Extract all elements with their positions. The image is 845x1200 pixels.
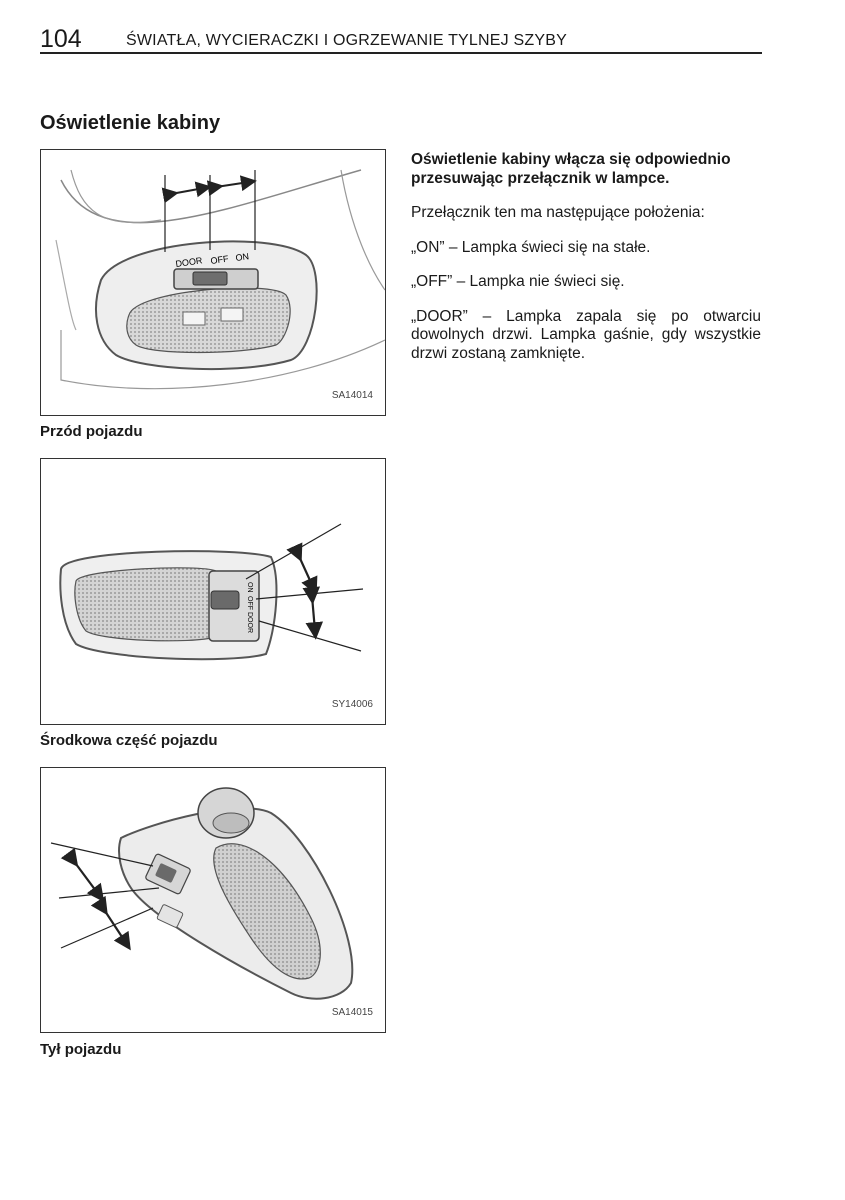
figure-caption-middle: Środkowa część pojazdu [40, 732, 218, 749]
rear-lamp-illustration [41, 768, 385, 1032]
figure-code: SA14015 [331, 1007, 373, 1018]
switch-label-off: OFF [246, 596, 253, 610]
switch-label-door: DOOR [174, 255, 204, 269]
intro-paragraph: Przełącznik ten ma następujące położenia: [411, 204, 705, 221]
position-door: „DOOR” – Lampka zapala się po otwarciu dowolnych drzwi. Lampka gaśnie, gdy wszystkie drzwi zostaną zamknięte. [411, 307, 761, 362]
middle-lamp-illustration [41, 459, 385, 724]
section-title: Oświetlenie kabiny [40, 112, 221, 134]
switch-label-on: ON [246, 582, 253, 593]
switch-label-door: DOOR [246, 612, 253, 633]
front-lamp-illustration [41, 150, 385, 415]
switch-label-off: OFF [209, 253, 230, 266]
running-title: ŚWIATŁA, WYCIERACZKI I OGRZEWANIE TYLNEJ SZYBY [126, 32, 567, 49]
figure-code: SA14014 [331, 390, 373, 401]
figure-middle-lamp [40, 458, 386, 725]
position-on: „ON” – Lampka świeci się na stałe. [411, 238, 651, 256]
figure-rear-lamp [40, 767, 386, 1033]
figure-caption-rear: Tył pojazdu [40, 1041, 122, 1058]
figure-front-lamp [40, 149, 386, 416]
figure-code: SY14006 [331, 699, 373, 710]
figure-caption-front: Przód pojazdu [40, 423, 143, 440]
body-text [411, 151, 761, 379]
lead-paragraph: Oświetlenie kabiny włącza się odpowiednio przesuwając przełącznik w lampce. [411, 151, 731, 187]
position-off: „OFF” – Lampka nie świeci się. [411, 273, 625, 290]
switch-label-on: ON [234, 251, 250, 263]
page-number: 104 [40, 25, 82, 53]
running-header [40, 26, 762, 54]
